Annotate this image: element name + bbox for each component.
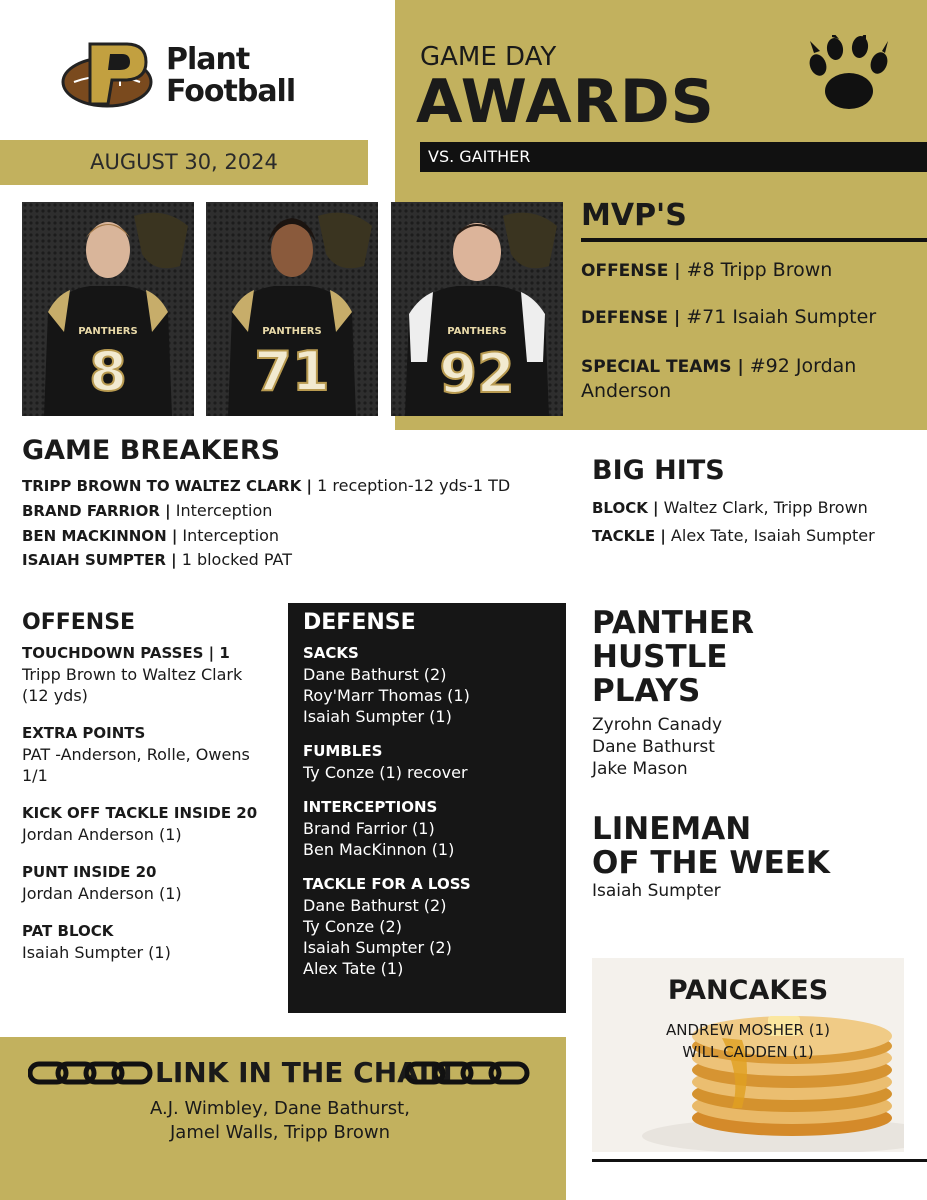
awards-title: AWARDS <box>416 67 715 137</box>
defense-line: Dane Bathurst (2) <box>303 665 447 684</box>
offense-block <box>22 921 284 963</box>
offense-heading: TOUCHDOWN PASSES | 1 <box>22 644 230 662</box>
paw-print-icon <box>808 35 890 115</box>
defense-line: Alex Tate (1) <box>303 959 404 978</box>
defense-line: Ben MacKinnon (1) <box>303 840 455 859</box>
mvp-label: SPECIAL TEAMS | <box>581 357 744 377</box>
mvp-value: #71 Isaiah Sumpter <box>686 306 877 328</box>
game-breaker-value: Interception <box>182 526 280 545</box>
offense-title: OFFENSE <box>22 610 136 635</box>
jersey-number: 8 <box>89 340 127 403</box>
offense-block <box>22 643 284 706</box>
big-hit-value: Alex Tate, Isaiah Sumpter <box>670 526 875 545</box>
big-hit-label: TACKLE | <box>592 527 666 545</box>
game-breaker-item <box>22 500 272 522</box>
game-breaker-value: Interception <box>175 501 273 520</box>
offense-line: PAT -Anderson, Rolle, Owens <box>22 745 250 764</box>
jersey-text: PANTHERS <box>262 326 322 337</box>
big-hit-item <box>592 525 875 547</box>
pancakes-title: PANCAKES <box>667 975 829 1006</box>
offense-block <box>22 803 284 845</box>
game-breaker-value: 1 reception-12 yds-1 TD <box>317 476 511 495</box>
offense-line: Jordan Anderson (1) <box>22 825 182 844</box>
defense-heading: INTERCEPTIONS <box>303 798 438 816</box>
mvp-title: MVP'S <box>581 198 687 233</box>
big-hit-item <box>592 497 868 519</box>
pancake-name: WILL CADDEN (1) <box>682 1043 814 1061</box>
mvp-special-teams <box>581 354 911 403</box>
defense-line: Brand Farrior (1) <box>303 819 435 838</box>
defense-line: Isaiah Sumpter (1) <box>303 707 452 726</box>
defense-heading: SACKS <box>303 644 359 662</box>
mvp-defense <box>581 305 911 330</box>
game-date: AUGUST 30, 2024 <box>90 150 278 174</box>
hustle-list <box>592 714 722 780</box>
pancake-name: ANDREW MOSHER (1) <box>666 1021 830 1039</box>
offense-heading: PUNT INSIDE 20 <box>22 863 157 881</box>
chain-names <box>80 1097 480 1145</box>
lineman-title-line: LINEMAN <box>592 811 752 847</box>
player-photo <box>391 202 563 416</box>
chain-line: Jamel Walls, Tripp Brown <box>170 1122 390 1143</box>
game-breaker-label: TRIPP BROWN TO WALTEZ CLARK | <box>22 477 313 495</box>
defense-block <box>303 741 558 783</box>
defense-line: Roy'Marr Thomas (1) <box>303 686 470 705</box>
jersey-text: PANTHERS <box>447 326 507 337</box>
offense-line: (12 yds) <box>22 686 88 705</box>
jersey-number: 92 <box>439 342 515 405</box>
hustle-title <box>592 606 792 708</box>
game-day-label: GAME DAY <box>420 42 557 72</box>
defense-heading: TACKLE FOR A LOSS <box>303 875 471 893</box>
defense-heading: FUMBLES <box>303 742 383 760</box>
hustle-title-line: PANTHER <box>592 605 754 641</box>
hustle-title-line: PLAYS <box>592 673 701 709</box>
defense-title: DEFENSE <box>303 610 416 635</box>
chain-line: A.J. Wimbley, Dane Bathurst, <box>150 1098 410 1119</box>
defense-line: Dane Bathurst (2) <box>303 896 447 915</box>
bottom-divider <box>592 1159 927 1162</box>
defense-block <box>303 643 558 727</box>
chain-icon <box>28 1060 153 1086</box>
player-photo <box>206 202 378 416</box>
defense-block <box>303 797 558 860</box>
brand-name <box>166 44 295 108</box>
defense-line: Isaiah Sumpter (2) <box>303 938 452 957</box>
offense-heading: EXTRA POINTS <box>22 724 146 742</box>
brand-line-1: Plant <box>166 42 250 77</box>
offense-block <box>22 723 284 786</box>
game-breaker-item <box>22 475 510 497</box>
game-breaker-value: 1 blocked PAT <box>181 550 293 569</box>
offense-line: Tripp Brown to Waltez Clark <box>22 665 243 684</box>
lineman-name: Isaiah Sumpter <box>592 881 721 901</box>
hustle-name: Jake Mason <box>592 759 688 779</box>
mvp-label: OFFENSE | <box>581 261 681 281</box>
big-hit-value: Waltez Clark, Tripp Brown <box>663 498 868 517</box>
mvp-value: #92 Jordan Anderson <box>581 355 857 402</box>
date-bar <box>0 140 368 185</box>
player-photo <box>22 202 194 416</box>
offense-line: Isaiah Sumpter (1) <box>22 943 171 962</box>
chain-title: LINK IN THE CHAIN <box>155 1056 453 1089</box>
lineman-title-line: OF THE WEEK <box>592 845 830 881</box>
jersey-number: 71 <box>254 340 330 403</box>
offense-heading: PAT BLOCK <box>22 922 114 940</box>
opponent-label: VS. GAITHER <box>428 147 531 166</box>
game-breaker-item <box>22 525 279 547</box>
pancakes-list <box>592 1019 904 1063</box>
offense-heading: KICK OFF TACKLE INSIDE 20 <box>22 804 258 822</box>
game-breaker-label: BRAND FARRIOR | <box>22 502 171 520</box>
chain-icon <box>405 1060 530 1086</box>
mvp-value: #8 Tripp Brown <box>686 259 833 281</box>
game-breaker-item <box>22 549 292 571</box>
game-breakers-title: GAME BREAKERS <box>22 435 281 466</box>
plant-logo <box>60 42 155 112</box>
big-hit-label: BLOCK | <box>592 499 659 517</box>
offense-list <box>22 643 284 980</box>
big-hits-title: BIG HITS <box>592 455 725 486</box>
hustle-name: Zyrohn Canady <box>592 715 723 735</box>
offense-line: 1/1 <box>22 766 48 785</box>
game-breaker-label: BEN MACKINNON | <box>22 527 178 545</box>
hustle-title-line: HUSTLE <box>592 639 728 675</box>
lineman-title <box>592 812 832 880</box>
mvp-divider <box>581 238 927 242</box>
game-breaker-label: ISAIAH SUMPTER | <box>22 551 177 569</box>
offense-block <box>22 862 284 904</box>
offense-line: Jordan Anderson (1) <box>22 884 182 903</box>
hustle-name: Dane Bathurst <box>592 737 715 757</box>
defense-line: Ty Conze (1) recover <box>303 763 468 782</box>
mvp-offense <box>581 258 911 283</box>
jersey-text: PANTHERS <box>78 326 138 337</box>
defense-list <box>303 643 558 993</box>
mvp-label: DEFENSE | <box>581 308 681 328</box>
defense-line: Ty Conze (2) <box>303 917 402 936</box>
brand-line-2: Football <box>166 74 296 109</box>
defense-block <box>303 874 558 979</box>
